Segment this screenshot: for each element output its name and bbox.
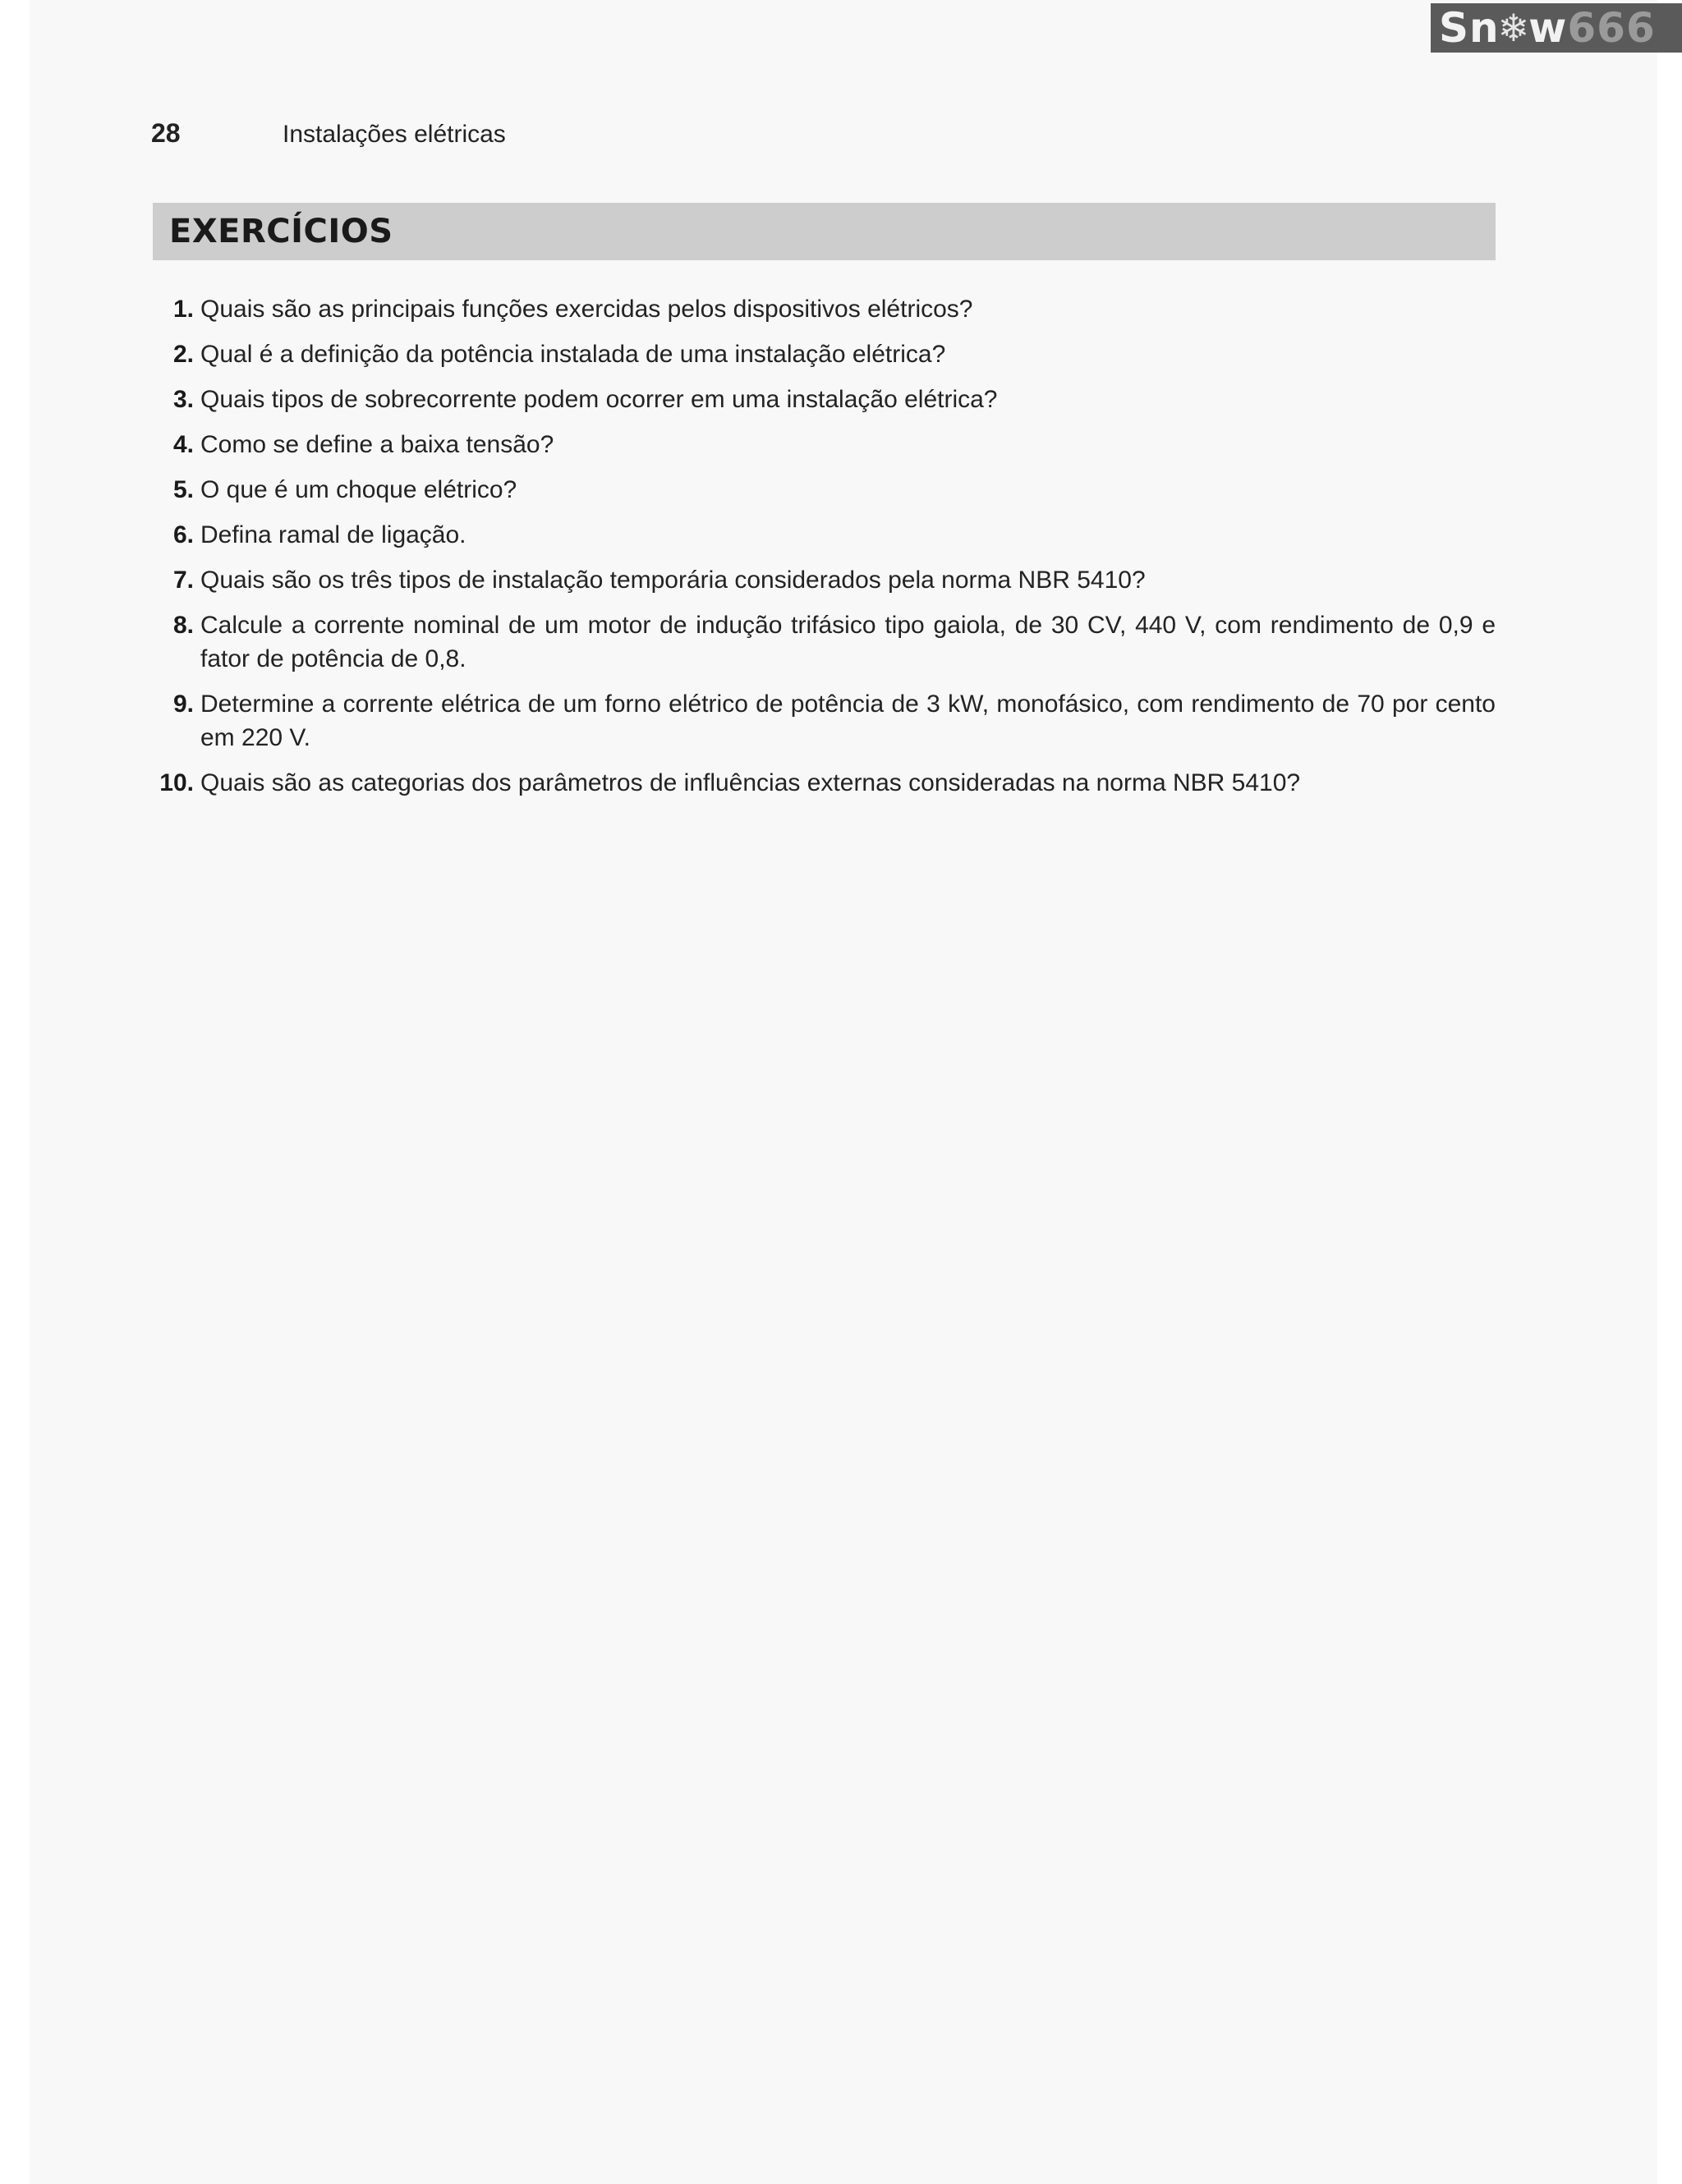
exercise-number: 8. (172, 612, 194, 639)
watermark-prefix: Sn (1439, 4, 1500, 52)
exercise-number: 5. (172, 476, 194, 503)
exercise-item (153, 292, 1496, 326)
exercise-text: Calcule a corrente nominal de um motor de indução trifásico tipo gaiola, de 30 CV, 440 V, com rendimento de 0,9 e fator de potência de 0,8. (200, 612, 1496, 672)
exercise-item (153, 428, 1496, 461)
exercise-text: Determine a corrente elétrica de um forno elétrico de potência de 3 kW, monofásico, com rendimento de 70 por cento em 220 V. (200, 691, 1496, 751)
exercise-text: Defina ramal de ligação. (200, 521, 466, 548)
exercise-text: O que é um choque elétrico? (200, 476, 517, 503)
page-number: 28 (151, 118, 181, 148)
exercise-item (153, 563, 1496, 597)
exercise-text: Como se define a baixa tensão? (200, 431, 554, 458)
running-head (151, 118, 506, 154)
exercise-number: 4. (172, 431, 194, 458)
exercise-item (153, 608, 1496, 676)
exercise-number: 1. (172, 296, 194, 323)
section-title: EXERCÍCIOS (169, 213, 393, 250)
watermark-suffix: 666 (1567, 4, 1656, 52)
exercise-text: Quais são as principais funções exercidas pelos dispositivos elétricos? (200, 296, 973, 323)
exercise-text: Quais são as categorias dos parâmetros de influências externas consideradas na norma NBR 5410? (200, 769, 1301, 796)
exercise-text: Quais são os três tipos de instalação temporária considerados pela norma NBR 5410? (200, 567, 1146, 594)
exercise-number: 6. (172, 521, 194, 548)
exercise-number: 2. (172, 341, 194, 368)
exercise-text: Qual é a definição da potência instalada de uma instalação elétrica? (200, 341, 946, 368)
exercise-item (153, 383, 1496, 416)
exercise-item (153, 337, 1496, 371)
exercise-number: 9. (172, 691, 194, 718)
exercise-number: 3. (172, 386, 194, 413)
exercise-number: 10. (159, 769, 194, 796)
exercise-item (153, 687, 1496, 755)
exercise-item (153, 473, 1496, 507)
watermark-middle: w (1528, 4, 1568, 52)
watermark-logo (1431, 3, 1682, 53)
section-header-bar (153, 203, 1496, 260)
book-title: Instalações elétricas (283, 121, 506, 148)
exercise-item (153, 518, 1496, 552)
snowflake-icon: ❄ (1497, 6, 1531, 50)
exercise-number: 7. (172, 567, 194, 594)
exercise-text: Quais tipos de sobrecorrente podem ocorrer em uma instalação elétrica? (200, 386, 998, 413)
exercise-item (153, 766, 1496, 800)
exercise-list (153, 292, 1496, 811)
